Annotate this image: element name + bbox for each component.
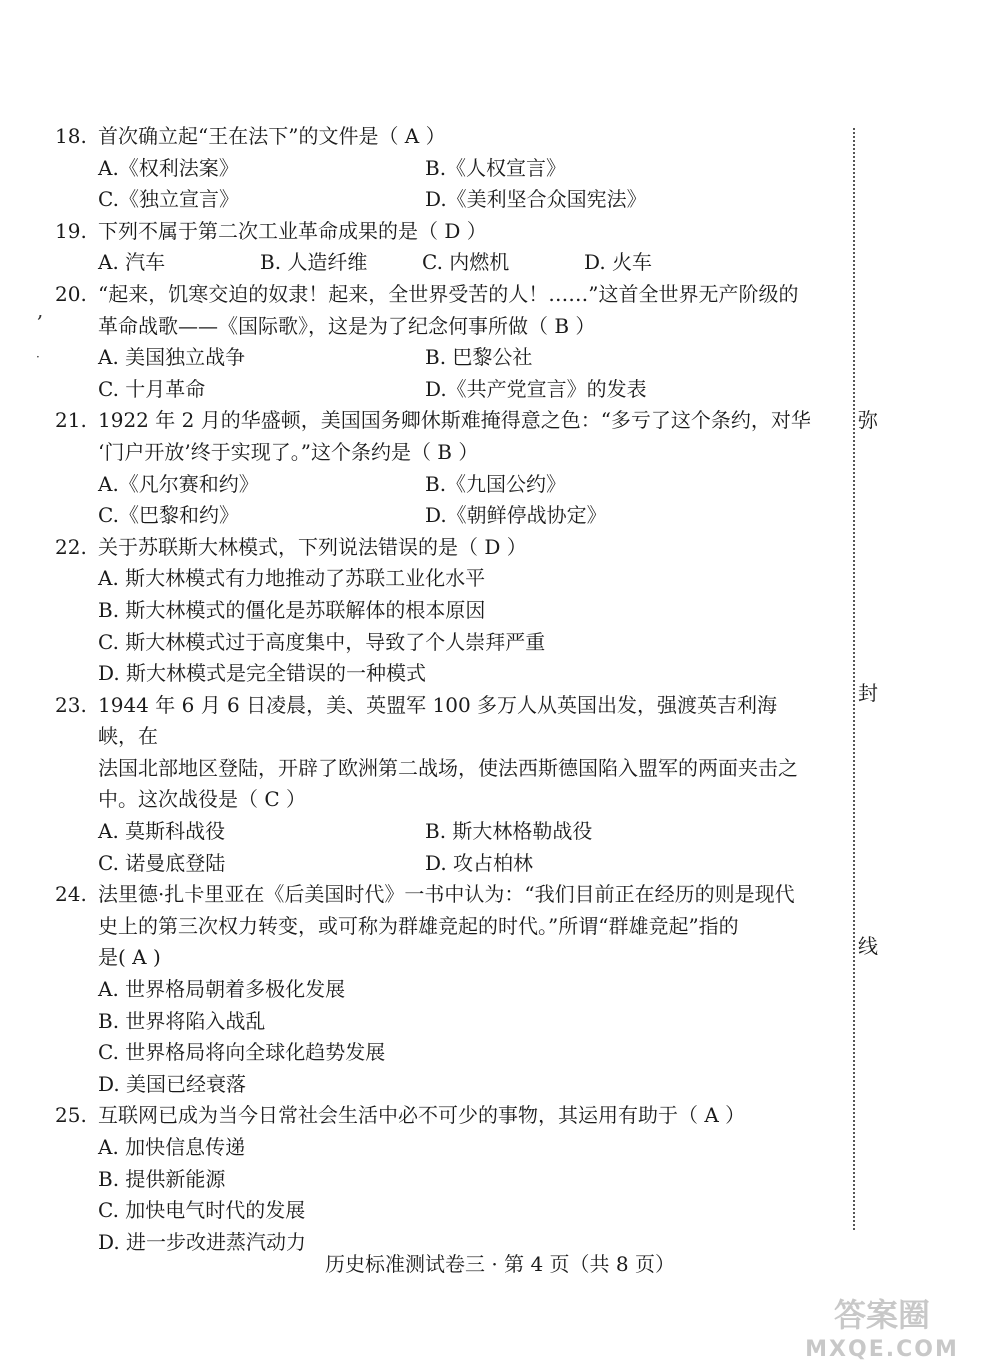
question xyxy=(55,1100,815,1258)
question-stem-line: 关于苏联斯大林模式，下列说法错误的是（ D ） xyxy=(98,534,527,559)
question-stem-line: 互联网已成为当今日常社会生活中必不可少的事物，其运用有助于（ A ） xyxy=(98,1103,746,1128)
question xyxy=(55,532,815,690)
question-number: 22. xyxy=(55,534,87,559)
question-stem-line: “起来，饥寒交迫的奴隶！起来，全世界受苦的人！……”这首全世界无产阶级的 xyxy=(98,281,799,306)
question-stem-line: 是( A ) xyxy=(98,945,161,970)
answer-option: B. 提供新能源 xyxy=(98,1166,226,1191)
question-stem xyxy=(55,121,815,153)
question xyxy=(55,879,815,1100)
answer-option: D.《共产党宣言》的发表 xyxy=(425,376,647,401)
question-stem xyxy=(55,405,815,468)
question-stem xyxy=(55,690,815,816)
question-number: 25. xyxy=(55,1103,87,1128)
option-list xyxy=(55,563,815,689)
option-list xyxy=(55,816,815,879)
option-list xyxy=(55,153,815,216)
question-stem xyxy=(55,879,815,974)
answer-option: A. 汽车 xyxy=(98,250,166,275)
watermark-top-text: 答案圈 xyxy=(833,1296,931,1334)
question-stem-line: 法国北部地区登陆，开辟了欧洲第二战场，使法西斯德国陷入盟军的两面夹击之 xyxy=(98,755,798,780)
answer-option: C. 世界格局将向全球化趋势发展 xyxy=(98,1040,386,1065)
question-stem-line: 中。这次战役是（ C ） xyxy=(98,787,307,812)
page-footer: 历史标准测试卷三 · 第 4 页（共 8 页） xyxy=(325,1252,675,1276)
option-list xyxy=(55,974,815,1100)
option-list xyxy=(55,247,815,279)
stray-mark: , xyxy=(37,298,44,322)
option-list xyxy=(55,1132,815,1258)
answer-option: A. 美国独立战争 xyxy=(98,345,246,370)
question-stem-line: 法里德·扎卡里亚在《后美国时代》一书中认为：“我们目前正在经历的则是现代 xyxy=(98,882,795,907)
answer-option: D. 攻占柏林 xyxy=(425,850,534,875)
question-stem xyxy=(55,279,815,342)
answer-option: A.《凡尔赛和约》 xyxy=(98,471,259,496)
answer-option: C. 内燃机 xyxy=(422,250,510,275)
question-number: 18. xyxy=(55,124,87,148)
answer-option: D. 斯大林模式是完全错误的一种模式 xyxy=(98,661,427,686)
answer-option: B. 斯大林模式的僵化是苏联解体的根本原因 xyxy=(98,597,486,622)
answer-option: A. 莫斯科战役 xyxy=(98,819,226,844)
question-number: 20. xyxy=(55,281,87,306)
answer-option: A. 斯大林模式有力地推动了苏联工业化水平 xyxy=(98,566,486,591)
question-stem xyxy=(55,1100,815,1132)
answer-option: D. 火车 xyxy=(584,250,653,275)
answer-option: D. 进一步改进蒸汽动力 xyxy=(98,1229,307,1254)
answer-option: B. 世界将陷入战乱 xyxy=(98,1008,266,1033)
question-stem-line: 史上的第三次权力转变，或可称为群雄竞起的时代。”所谓“群雄竞起”指的 xyxy=(98,913,739,938)
answer-option: D.《朝鲜停战协定》 xyxy=(425,503,607,528)
binding-char-2: 封 xyxy=(858,681,878,705)
question-number: 21. xyxy=(55,408,87,433)
stray-mark: · xyxy=(36,350,40,364)
question xyxy=(55,121,815,216)
answer-option: B. 斯大林格勒战役 xyxy=(425,819,593,844)
answer-option: D. 美国已经衰落 xyxy=(98,1071,247,1096)
answer-option: B.《九国公约》 xyxy=(425,471,567,496)
answer-option: C. 诺曼底登陆 xyxy=(98,850,226,875)
question-list xyxy=(55,121,815,1258)
answer-option: C. 十月革命 xyxy=(98,376,206,401)
question xyxy=(55,690,815,880)
question-stem xyxy=(55,216,815,248)
question xyxy=(55,405,815,531)
question-number: 23. xyxy=(55,692,87,717)
question-number: 24. xyxy=(55,882,87,907)
answer-option: A.《权利法案》 xyxy=(98,155,239,180)
question-stem-line: 首次确立起“王在法下”的文件是（ A ） xyxy=(98,124,446,148)
question-stem-line: ‘门户开放’终于实现了。”这个条约是（ B ） xyxy=(98,439,479,464)
watermark-logo xyxy=(772,1296,992,1362)
question-stem xyxy=(55,532,815,564)
question-stem-line: 革命战歌——《国际歌》，这是为了纪念何事所做（ B ） xyxy=(98,313,596,338)
option-list xyxy=(55,469,815,532)
question-stem-line: 下列不属于第二次工业革命成果的是（ D ） xyxy=(98,218,487,243)
binding-line xyxy=(853,128,855,1230)
answer-option: B.《人权宣言》 xyxy=(425,155,567,180)
answer-option: B. 人造纤维 xyxy=(260,250,368,275)
answer-option: C. 斯大林模式过于高度集中，导致了个人崇拜严重 xyxy=(98,629,546,654)
answer-option: A. 加快信息传递 xyxy=(98,1135,246,1159)
answer-option: A. 世界格局朝着多极化发展 xyxy=(98,977,346,1002)
question-number: 19. xyxy=(55,218,87,243)
question-stem-line: 1944 年 6 月 6 日凌晨，美、英盟军 100 多万人从英国出发，强渡英吉利海峡，在 xyxy=(98,692,778,749)
watermark-bottom-text: MXQE.COM xyxy=(805,1337,959,1362)
option-list xyxy=(55,342,815,405)
binding-char-1: 弥 xyxy=(858,408,878,432)
question xyxy=(55,216,815,279)
answer-option: D.《美利坚合众国宪法》 xyxy=(425,187,647,212)
binding-char-3: 线 xyxy=(858,934,878,958)
answer-option: C. 加快电气时代的发展 xyxy=(98,1198,306,1223)
question xyxy=(55,279,815,405)
question-stem-line: 1922 年 2 月的华盛顿，美国国务卿休斯难掩得意之色：“多亏了这个条约，对华 xyxy=(98,408,811,433)
answer-option: C.《巴黎和约》 xyxy=(98,503,239,528)
answer-option: C.《独立宣言》 xyxy=(98,187,239,212)
answer-option: B. 巴黎公社 xyxy=(425,345,533,370)
